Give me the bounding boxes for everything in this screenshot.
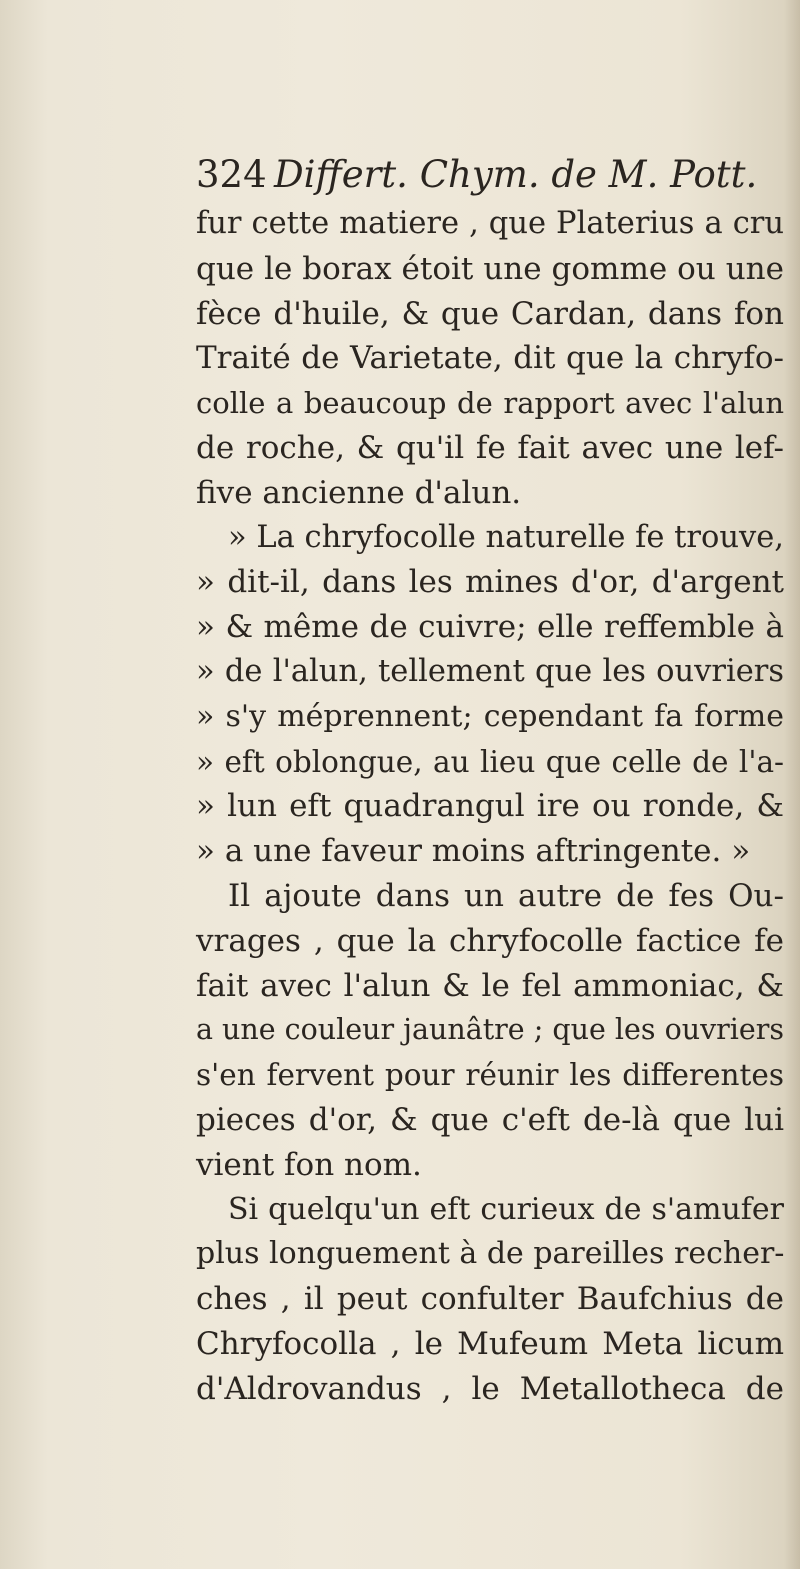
- text-line: de roche, & qu'il fe fait avec une lef-: [196, 429, 784, 466]
- text-line: vrages , que la chryfocolle factice fe: [196, 922, 784, 959]
- text-line: que le borax étoit une gomme ou une: [196, 250, 784, 287]
- text-line: s'en fervent pour réunir les differentes: [196, 1058, 784, 1093]
- text-line: fur cette matiere , que Platerius a cru: [196, 206, 784, 241]
- quote-line: » a une faveur moins aftringente. »: [196, 833, 751, 870]
- page-header: [196, 148, 756, 202]
- quote-line: » lun eft quadrangul ire ou ronde, &: [196, 788, 784, 825]
- text-line: Chryfocolla , le Mufeum Meta licum: [196, 1325, 784, 1362]
- quote-line: » eft oblongue, au lieu que celle de l'a-: [196, 744, 784, 779]
- text-line: Traité de Varietate, dit que la chryfo-: [196, 340, 784, 377]
- text-line: five ancienne d'alun.: [196, 474, 522, 511]
- text-line: vient fon nom.: [196, 1146, 422, 1183]
- text-line: d'Aldrovandus , le Metallotheca de: [196, 1370, 784, 1407]
- text-line: plus longuement à de pareilles recher-: [196, 1236, 785, 1272]
- page-number: 324: [196, 153, 267, 196]
- text-line: a une couleur jaunâtre ; que les ouvriers: [196, 1013, 785, 1047]
- text-line: fèce d'huile, & que Cardan, dans fon: [196, 295, 784, 332]
- text-line: Si quelqu'un eft curieux de s'amufer: [228, 1191, 784, 1227]
- text-line: ches , il peut confulter Baufchius de: [196, 1281, 784, 1318]
- quote-line: » & même de cuivre; elle reffemble à: [196, 609, 784, 646]
- quote-line: » s'y méprennent; cependant fa forme: [196, 698, 784, 734]
- quote-line: » La chryfocolle naturelle fe trouve,: [228, 519, 784, 555]
- text-line: colle a beaucoup de rapport avec l'alun: [196, 386, 784, 421]
- text-line: fait avec l'alun & le fel ammoniac, &: [196, 967, 784, 1004]
- quote-line: » de l'alun, tellement que les ouvriers: [196, 653, 784, 689]
- text-line: Il ajoute dans un autre de fes Ou-: [228, 877, 784, 914]
- quote-line: » dit-il, dans les mines d'or, d'argent: [196, 564, 784, 601]
- text-line: pieces d'or, & que c'eft de-là que lui: [196, 1101, 784, 1138]
- body-text: [196, 202, 784, 1412]
- page-edge-shadow: [784, 0, 800, 1569]
- running-title: Differt. Chym. de M. Pott.: [274, 153, 758, 196]
